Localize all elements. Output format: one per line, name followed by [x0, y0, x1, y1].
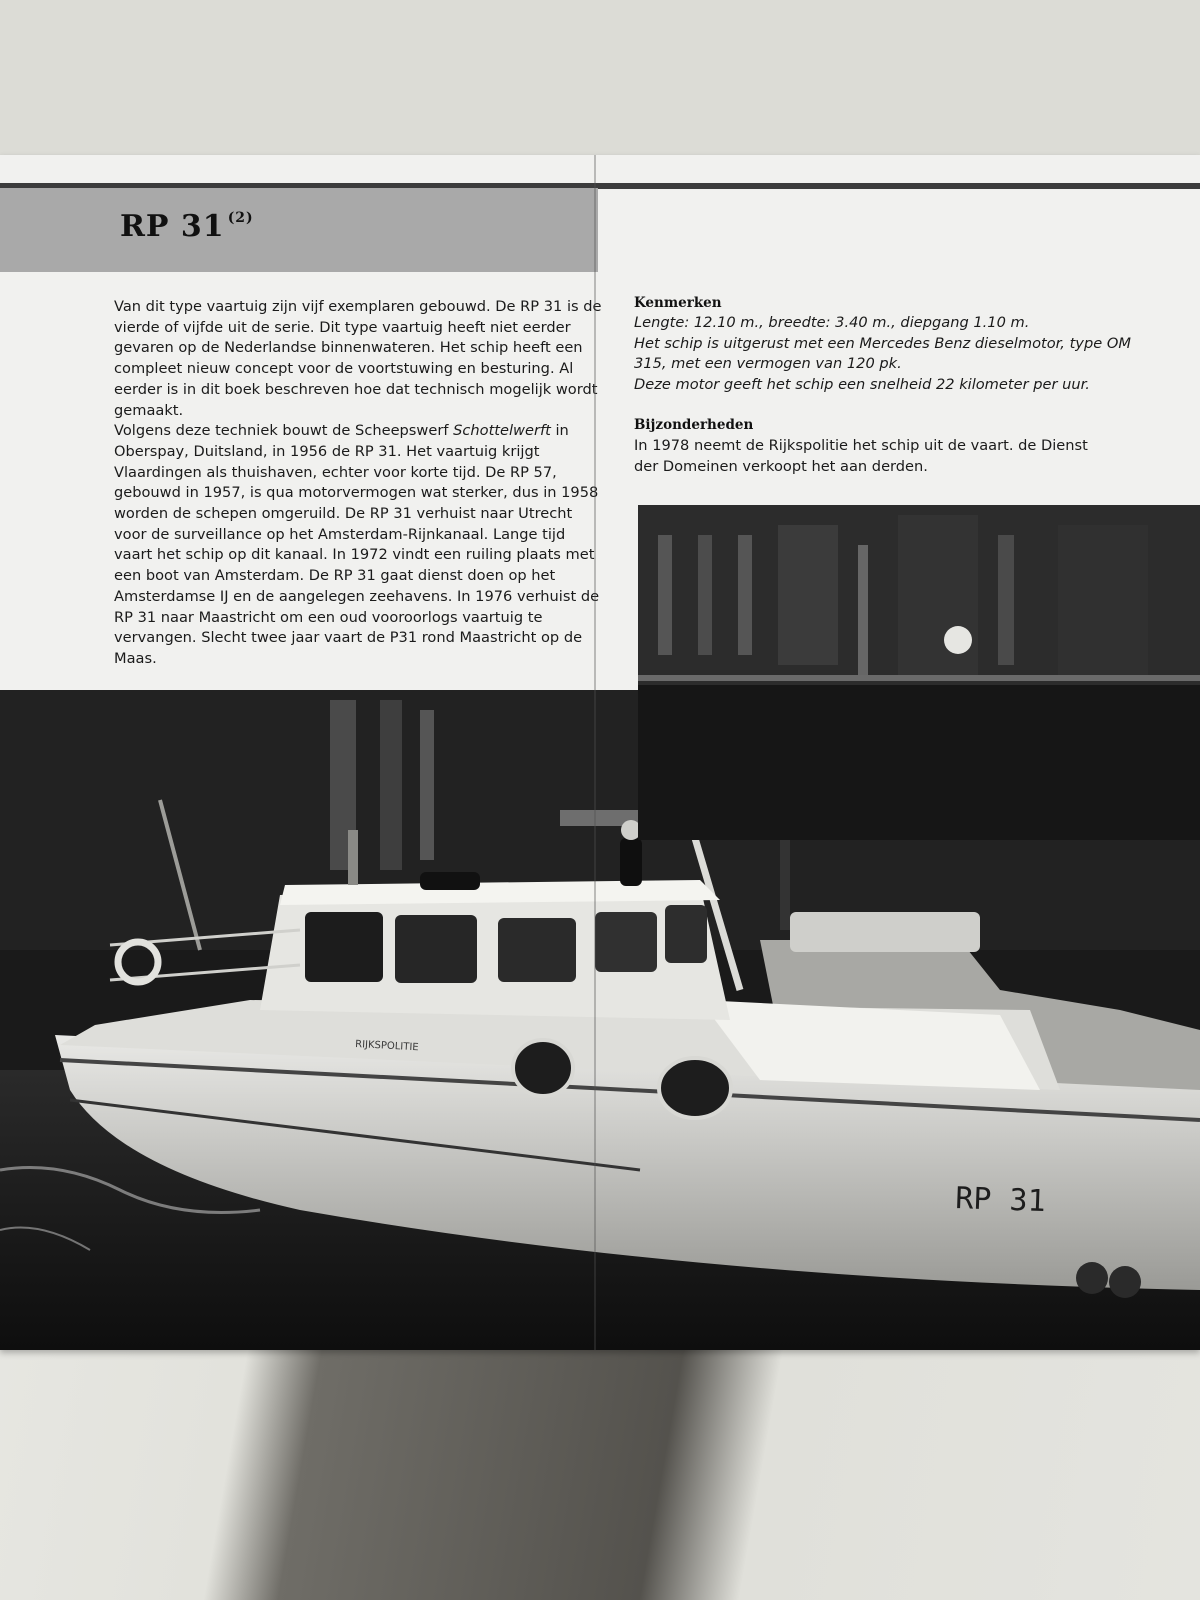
kenmerken-dimensions: Lengte: 12.10 m., breedte: 3.40 m., diepgang 1.10 m. — [634, 314, 1030, 331]
bijzonderheden-text: In 1978 neemt de Rijkspolitie het schip uit de vaart. de Dienst der Domeinen verkoopt het aan derden. — [634, 437, 1088, 475]
hull-lettering: RIJKSPOLITIE — [354, 1039, 419, 1054]
article-paragraph-2 — [114, 421, 602, 669]
kenmerken-text — [634, 313, 1134, 396]
kenmerken-heading: Kenmerken — [634, 295, 722, 311]
shipyard-name: Schottelwerft — [453, 422, 551, 440]
hull-number: RP 31 — [954, 1181, 1047, 1220]
article-body — [114, 297, 602, 670]
table-background — [0, 1340, 1200, 1600]
photocopied-page — [0, 155, 1200, 1350]
article-paragraph-1: Van dit type vaartuig zijn vijf exemplaren gebouwd. De RP 31 is de vierde of vijfde uit de serie. Dit type vaartuig heeft niet eerder gevaren op de Nederlandse binnenwateren. Het schip heeft een compleet nieuw concept voor de voortstuwing en besturing. Al eerder is in dit boek beschreven hoe dat technisch mogelijk wordt gemaakt. — [114, 298, 602, 419]
title-band — [0, 188, 598, 272]
paragraph-2-intro: Volgens deze techniek bouwt de Scheepswerf — [114, 422, 454, 440]
kenmerken-engine: Het schip is uitgerust met een Mercedes Benz dieselmotor, type OM 315, met een vermogen van 120 pk. — [634, 334, 1131, 373]
harbour-photo — [638, 505, 1200, 840]
page-title — [120, 209, 254, 244]
page-fold — [594, 155, 596, 1350]
bijzonderheden-heading: Bijzonderheden — [634, 417, 754, 433]
harbour-photo-illustration — [638, 505, 1200, 840]
title-superscript: (2) — [227, 210, 254, 226]
title-text: RP 31 — [120, 209, 225, 244]
paragraph-2-rest: in Oberspay, Duitsland, in 1956 de RP 31. Het vaartuig krijgt Vlaardingen als thuishaven, echter voor korte tijd. De RP 57, gebouwd in 1957, is qua motorvermogen wat sterker, dus in 1958 worden de schepen omgeruild. De RP 31 verhuist naar Utrecht voor de surveillance op het Amsterdam-Rijnkanaal. Lange tijd vaart het schip op dit kanaal. In 1972 vindt een ruiling plaats met een boot van Amsterdam. De RP 31 gaat dienst doen op het Amsterdamse IJ en de aangelegen zeehavens. In 1976 verhuist de RP 31 naar Maastricht om een oud vooroorlogs vaartuig te vervangen. Slecht twee jaar vaart de P31 rond Maastricht op de Maas. — [114, 422, 600, 667]
kenmerken-speed: Deze motor geeft het schip een snelheid 22 kilometer per uur. — [634, 376, 1090, 394]
